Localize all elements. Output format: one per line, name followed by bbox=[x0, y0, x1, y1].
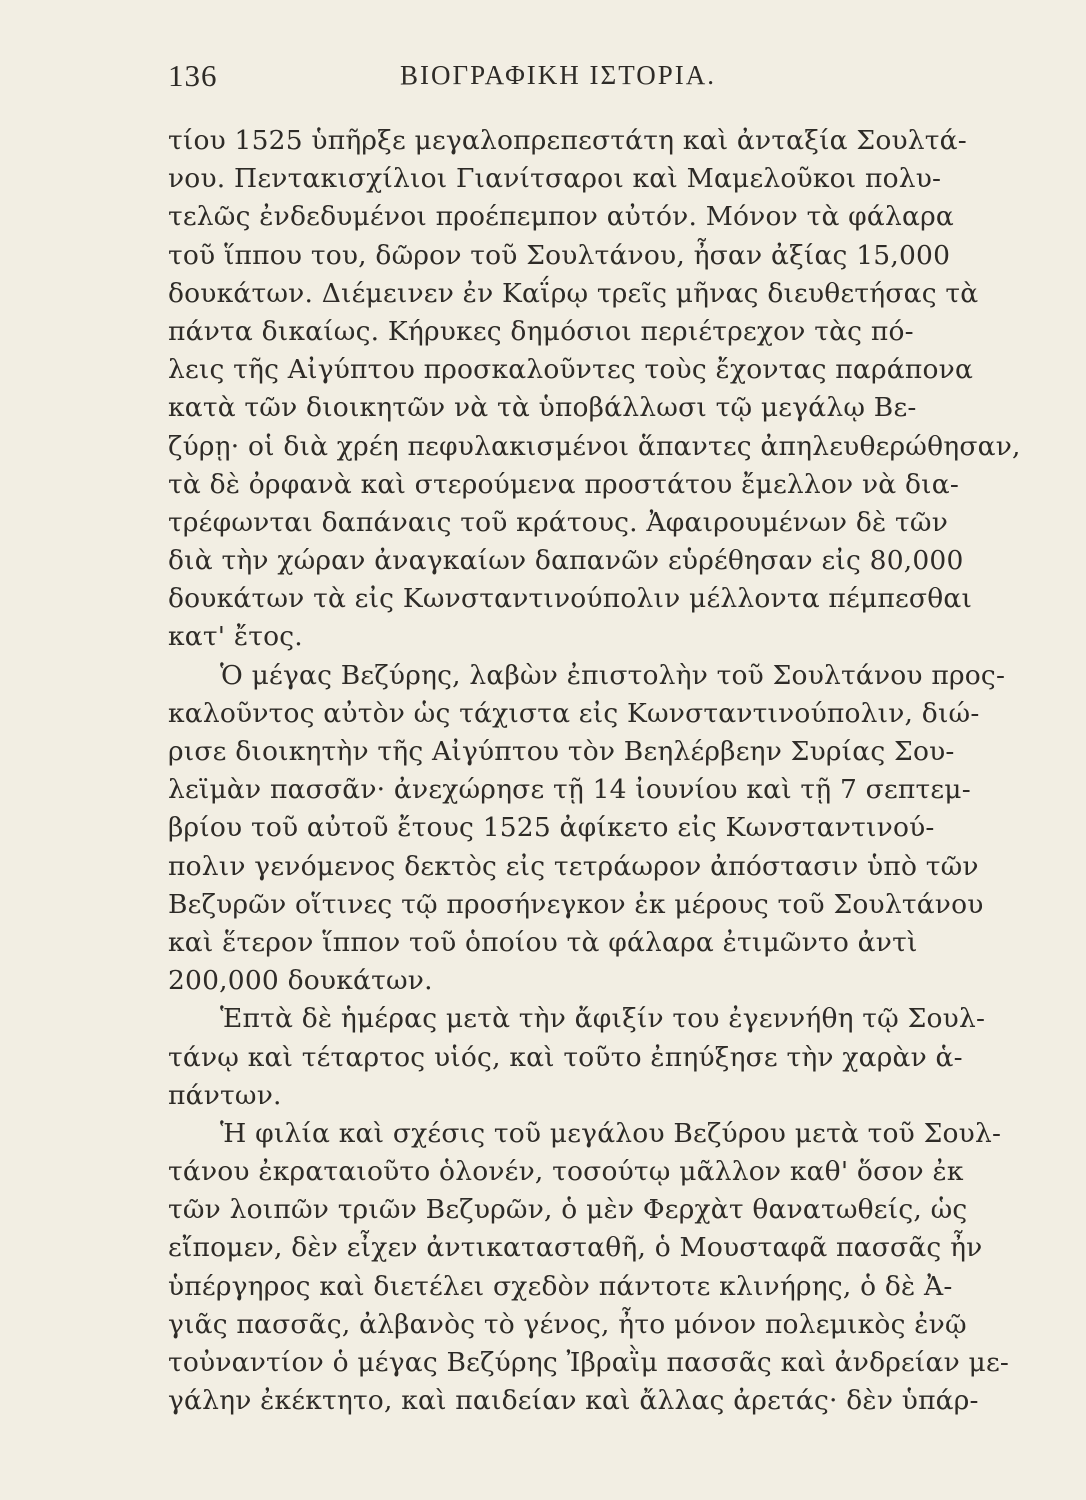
text-line: καὶ ἕτερον ἵππον τοῦ ὁποίου τὰ φάλαρα ἐτιμῶντο ἀντὶ bbox=[168, 926, 918, 958]
text-line: λεϊμὰν πασσᾶν· ἀνεχώρησε τῇ 14 ἰουνίου καὶ τῇ 7 σεπτεμ- bbox=[168, 774, 971, 806]
text-line: δουκάτων. Διέμεινεν ἐν Καΐρῳ τρεῖς μῆνας διευθετήσας τὰ bbox=[168, 277, 979, 309]
text-line: ζύρῃ· οἱ διὰ χρέη πεφυλακισμένοι ἅπαντες ἀπηλευθερώθησαν, bbox=[168, 430, 1021, 462]
text-line: πάντων. bbox=[168, 1079, 282, 1111]
text-line: γιᾶς πασσᾶς, ἀλβανὸς τὸ γένος, ἦτο μόνον πολεμικὸς ἐνῷ bbox=[168, 1308, 967, 1340]
text-line: πολιν γενόμενος δεκτὸς εἰς τετράωρον ἀπόστασιν ὑπὸ τῶν bbox=[168, 850, 979, 882]
text-line: κατὰ τῶν διοικητῶν νὰ τὰ ὑποβάλλωσι τῷ μεγάλῳ Βε- bbox=[168, 392, 917, 424]
text-line: τάνῳ καὶ τέταρτος υἱός, καὶ τοῦτο ἐπηύξησε τὴν χαρὰν ἁ- bbox=[168, 1041, 963, 1073]
text-line: καλοῦντος αὐτὸν ὡς τάχιστα εἰς Κωνσταντινούπολιν, διώ- bbox=[168, 697, 980, 729]
paragraph-start-line: Ἡ φιλία καὶ σχέσις τοῦ μεγάλου Βεζύρου μετὰ τοῦ Σουλ- bbox=[220, 1117, 1002, 1149]
text-line: δουκάτων τὰ εἰς Κωνσταντινούπολιν μέλλοντα πέμπεσθαι bbox=[168, 583, 973, 615]
running-title: ΒΙΟΓΡΑΦΙΚΗ ΙΣΤΟΡΙΑ. bbox=[400, 60, 717, 90]
text-line: τῶν λοιπῶν τριῶν Βεζυρῶν, ὁ μὲν Φερχὰτ θανατωθείς, ὡς bbox=[168, 1194, 968, 1226]
text-line: τὰ δὲ ὀρφανὰ καὶ στερούμενα προστάτου ἔμελλον νὰ δια- bbox=[168, 468, 959, 500]
page-number: 136 bbox=[168, 58, 218, 93]
text-line: τρέφωνται δαπάναις τοῦ κράτους. Ἀφαιρουμένων δὲ τῶν bbox=[168, 506, 949, 538]
text-line: ὑπέργηρος καὶ διετέλει σχεδὸν πάντοτε κλινήρης, ὁ δὲ Ἀ- bbox=[168, 1270, 953, 1302]
text-line: λεις τῆς Αἰγύπτου προσκαλοῦντες τοὺς ἔχοντας παράπονα bbox=[168, 354, 974, 386]
text-line: τοὐναντίον ὁ μέγας Βεζύρης Ἰβραῒμ πασσᾶς καὶ ἀνδρείαν με- bbox=[168, 1347, 1010, 1378]
text-line: βρίου τοῦ αὐτοῦ ἔτους 1525 ἀφίκετο εἰς Κωνσταντινού- bbox=[168, 812, 935, 844]
body-text bbox=[168, 122, 1021, 1420]
text-line: διὰ τὴν χώραν ἀναγκαίων δαπανῶν εὑρέθησαν εἰς 80,000 bbox=[168, 545, 964, 577]
text-line: νου. Πεντακισχίλιοι Γιανίτσαροι καὶ Μαμελοῦκοι πολυ- bbox=[168, 163, 942, 195]
text-line: 200,000 δουκάτων. bbox=[168, 965, 433, 997]
text-line: εἴπομεν, δὲν εἶχεν ἀντικατασταθῆ, ὁ Μουσταφᾶ πασσᾶς ἦν bbox=[168, 1232, 983, 1264]
text-line: Βεζυρῶν οἵτινες τῷ προσήνεγκον ἐκ μέρους τοῦ Σουλτάνου bbox=[168, 888, 984, 920]
paragraph-start-line: Ἑπτὰ δὲ ἡμέρας μετὰ τὴν ἄφιξίν του ἐγεννήθη τῷ Σουλ- bbox=[220, 1003, 986, 1035]
text-line: πάντα δικαίως. Κήρυκες δημόσιοι περιέτρεχον τὰς πό- bbox=[168, 315, 914, 347]
text-line: τίου 1525 ὑπῆρξε μεγαλοπρεπεστάτη καὶ ἀνταξία Σουλτά- bbox=[168, 125, 967, 156]
text-line: τάνου ἐκραταιοῦτο ὁλονέν, τοσούτῳ μᾶλλον καθ' ὅσον ἐκ bbox=[168, 1156, 964, 1188]
paragraph-start-line: Ὁ μέγας Βεζύρης, λαβὼν ἐπιστολὴν τοῦ Σουλτάνου προς- bbox=[220, 659, 1006, 691]
page-header bbox=[168, 58, 746, 98]
text-line: τελῶς ἐνδεδυμένοι προέπεμπον αὐτόν. Μόνον τὰ φάλαρα bbox=[168, 201, 954, 233]
text-line: γάλην ἐκέκτητο, καὶ παιδείαν καὶ ἄλλας ἀρετάς· δὲν ὑπάρ- bbox=[168, 1385, 979, 1417]
text-line: κατ' ἔτος. bbox=[168, 621, 303, 653]
text-line: ρισε διοικητὴν τῆς Αἰγύπτου τὸν Βεηλέρβεην Συρίας Σου- bbox=[168, 736, 955, 767]
text-line: τοῦ ἵππου του, δῶρον τοῦ Σουλτάνου, ἦσαν ἀξίας 15,000 bbox=[168, 239, 951, 271]
